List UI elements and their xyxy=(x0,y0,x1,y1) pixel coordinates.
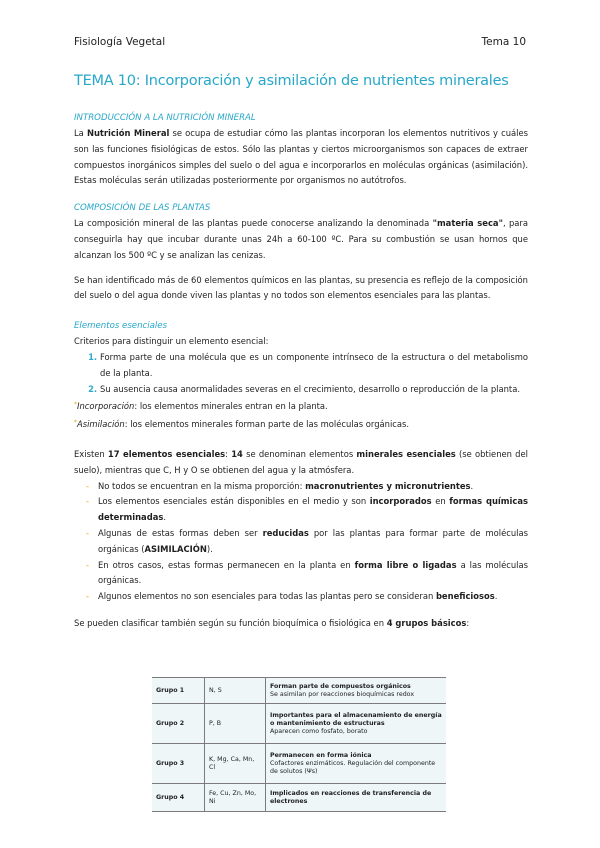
group-function: Forman parte de compuestos orgánicos Se asimilan por reacciones bioquímicas redox xyxy=(266,678,447,704)
group-function: Permanecen en forma iónica Cofactores enzimáticos. Regulación del componente de solutos (Ψs) xyxy=(266,744,447,784)
header-topic: Tema 10 xyxy=(481,36,526,48)
criteria-list xyxy=(74,350,528,397)
table-row xyxy=(152,744,446,784)
note-assimilation: *Asimilación: los elementos minerales forman parte de las moléculas orgánicas. xyxy=(74,419,410,430)
criteria-line: Criterios para distinguir un elemento esencial: xyxy=(74,336,269,347)
group-label: Grupo 2 xyxy=(152,704,205,744)
groups-table xyxy=(152,677,446,812)
table-row xyxy=(152,704,446,744)
group-label: Grupo 1 xyxy=(152,678,205,704)
group-elements: N, S xyxy=(205,678,266,704)
list-item: - Los elementos esenciales están disponibles en el medio y son incorporados en formas químicas determinadas. xyxy=(86,494,528,526)
classify-paragraph: Se pueden clasificar también según su función bioquímica o fisiológica en 4 grupos básicos: xyxy=(74,617,470,628)
table-row xyxy=(152,784,446,812)
composition-paragraph-1: La composición mineral de las plantas puede conocerse analizando la denominada "materia seca", para conseguirla hay que incubar durante unas 24h a 60-100 ºC. Para su combustión se usan hornos que alcanzan los 500 ºC y se analizan las cenizas. xyxy=(74,218,528,260)
intro-paragraph: La Nutrición Mineral se ocupa de estudiar cómo las plantas incorporan los elementos nutritivos y cuáles son las funciones fisiológicas de estos. Sólo las plantas y ciertos microorganismos son capaces de extraer compuestos inorgánicos simples del suelo o del agua e incorporarlos en moléculas orgánicas (asimilación). Estas moléculas serán utilizadas posteriormente por organismos no autótrofos. xyxy=(74,128,528,186)
group-label: Grupo 3 xyxy=(152,744,205,784)
group-elements: K, Mg, Ca, Mn, Cl xyxy=(205,744,266,784)
list-item: - Algunos elementos no son esenciales para todas las plantas pero se consideran beneficiosos. xyxy=(86,589,528,605)
list-item: - Algunas de estas formas deben ser reducidas por las plantas para formar parte de moléculas orgánicas (ASIMILACIÓN). xyxy=(86,526,528,558)
content-body xyxy=(74,110,528,632)
list-item: - No todos se encuentran en la misma proporción: macronutrientes y micronutrientes. xyxy=(86,479,528,495)
page-title: TEMA 10: Incorporación y asimilación de nutrientes minerales xyxy=(74,73,509,89)
header-subject: Fisiología Vegetal xyxy=(74,36,166,48)
table-row xyxy=(152,678,446,704)
group-label: Grupo 4 xyxy=(152,784,205,812)
list-item: - En otros casos, estas formas permanecen en la planta en forma libre o ligadas a las moléculas orgánicas. xyxy=(86,558,528,590)
list-item: 1. Forma parte de una molécula que es un componente intrínseco de la estructura o del metabolismo de la planta. xyxy=(100,350,528,382)
group-elements: Fe, Cu, Zn, Mo, Ni xyxy=(205,784,266,812)
composition-paragraph-2: Se han identificado más de 60 elementos químicos en las plantas, su presencia es reflejo de la composición del suelo o del agua donde viven las plantas y no todos son elementos esenciales para las plantas. xyxy=(74,274,528,301)
group-elements: P, B xyxy=(205,704,266,744)
group-function: Implicados en reacciones de transferencia de electrones xyxy=(266,784,447,812)
list-item: 2. Su ausencia causa anormalidades severas en el crecimiento, desarrollo o reproducción de la planta. xyxy=(100,382,528,398)
section-heading-intro: INTRODUCCIÓN A LA NUTRICIÓN MINERAL xyxy=(74,113,256,123)
group-function: Importantes para el almacenamiento de energía o mantenimiento de estructuras Aparecen como fosfato, borato xyxy=(266,704,447,744)
section-heading-essential: Elementos esenciales xyxy=(74,321,168,332)
note-incorporation: *Incorporación: los elementos minerales entran en la planta. xyxy=(74,401,328,412)
essential-bullets xyxy=(74,479,528,605)
essential-count-paragraph: Existen 17 elementos esenciales: 14 se denominan elementos minerales esenciales (se obtienen del suelo), mientras que C, H y O se obtienen del agua y la atmósfera. xyxy=(74,448,528,475)
section-heading-composition: COMPOSICIÓN DE LAS PLANTAS xyxy=(74,203,211,214)
